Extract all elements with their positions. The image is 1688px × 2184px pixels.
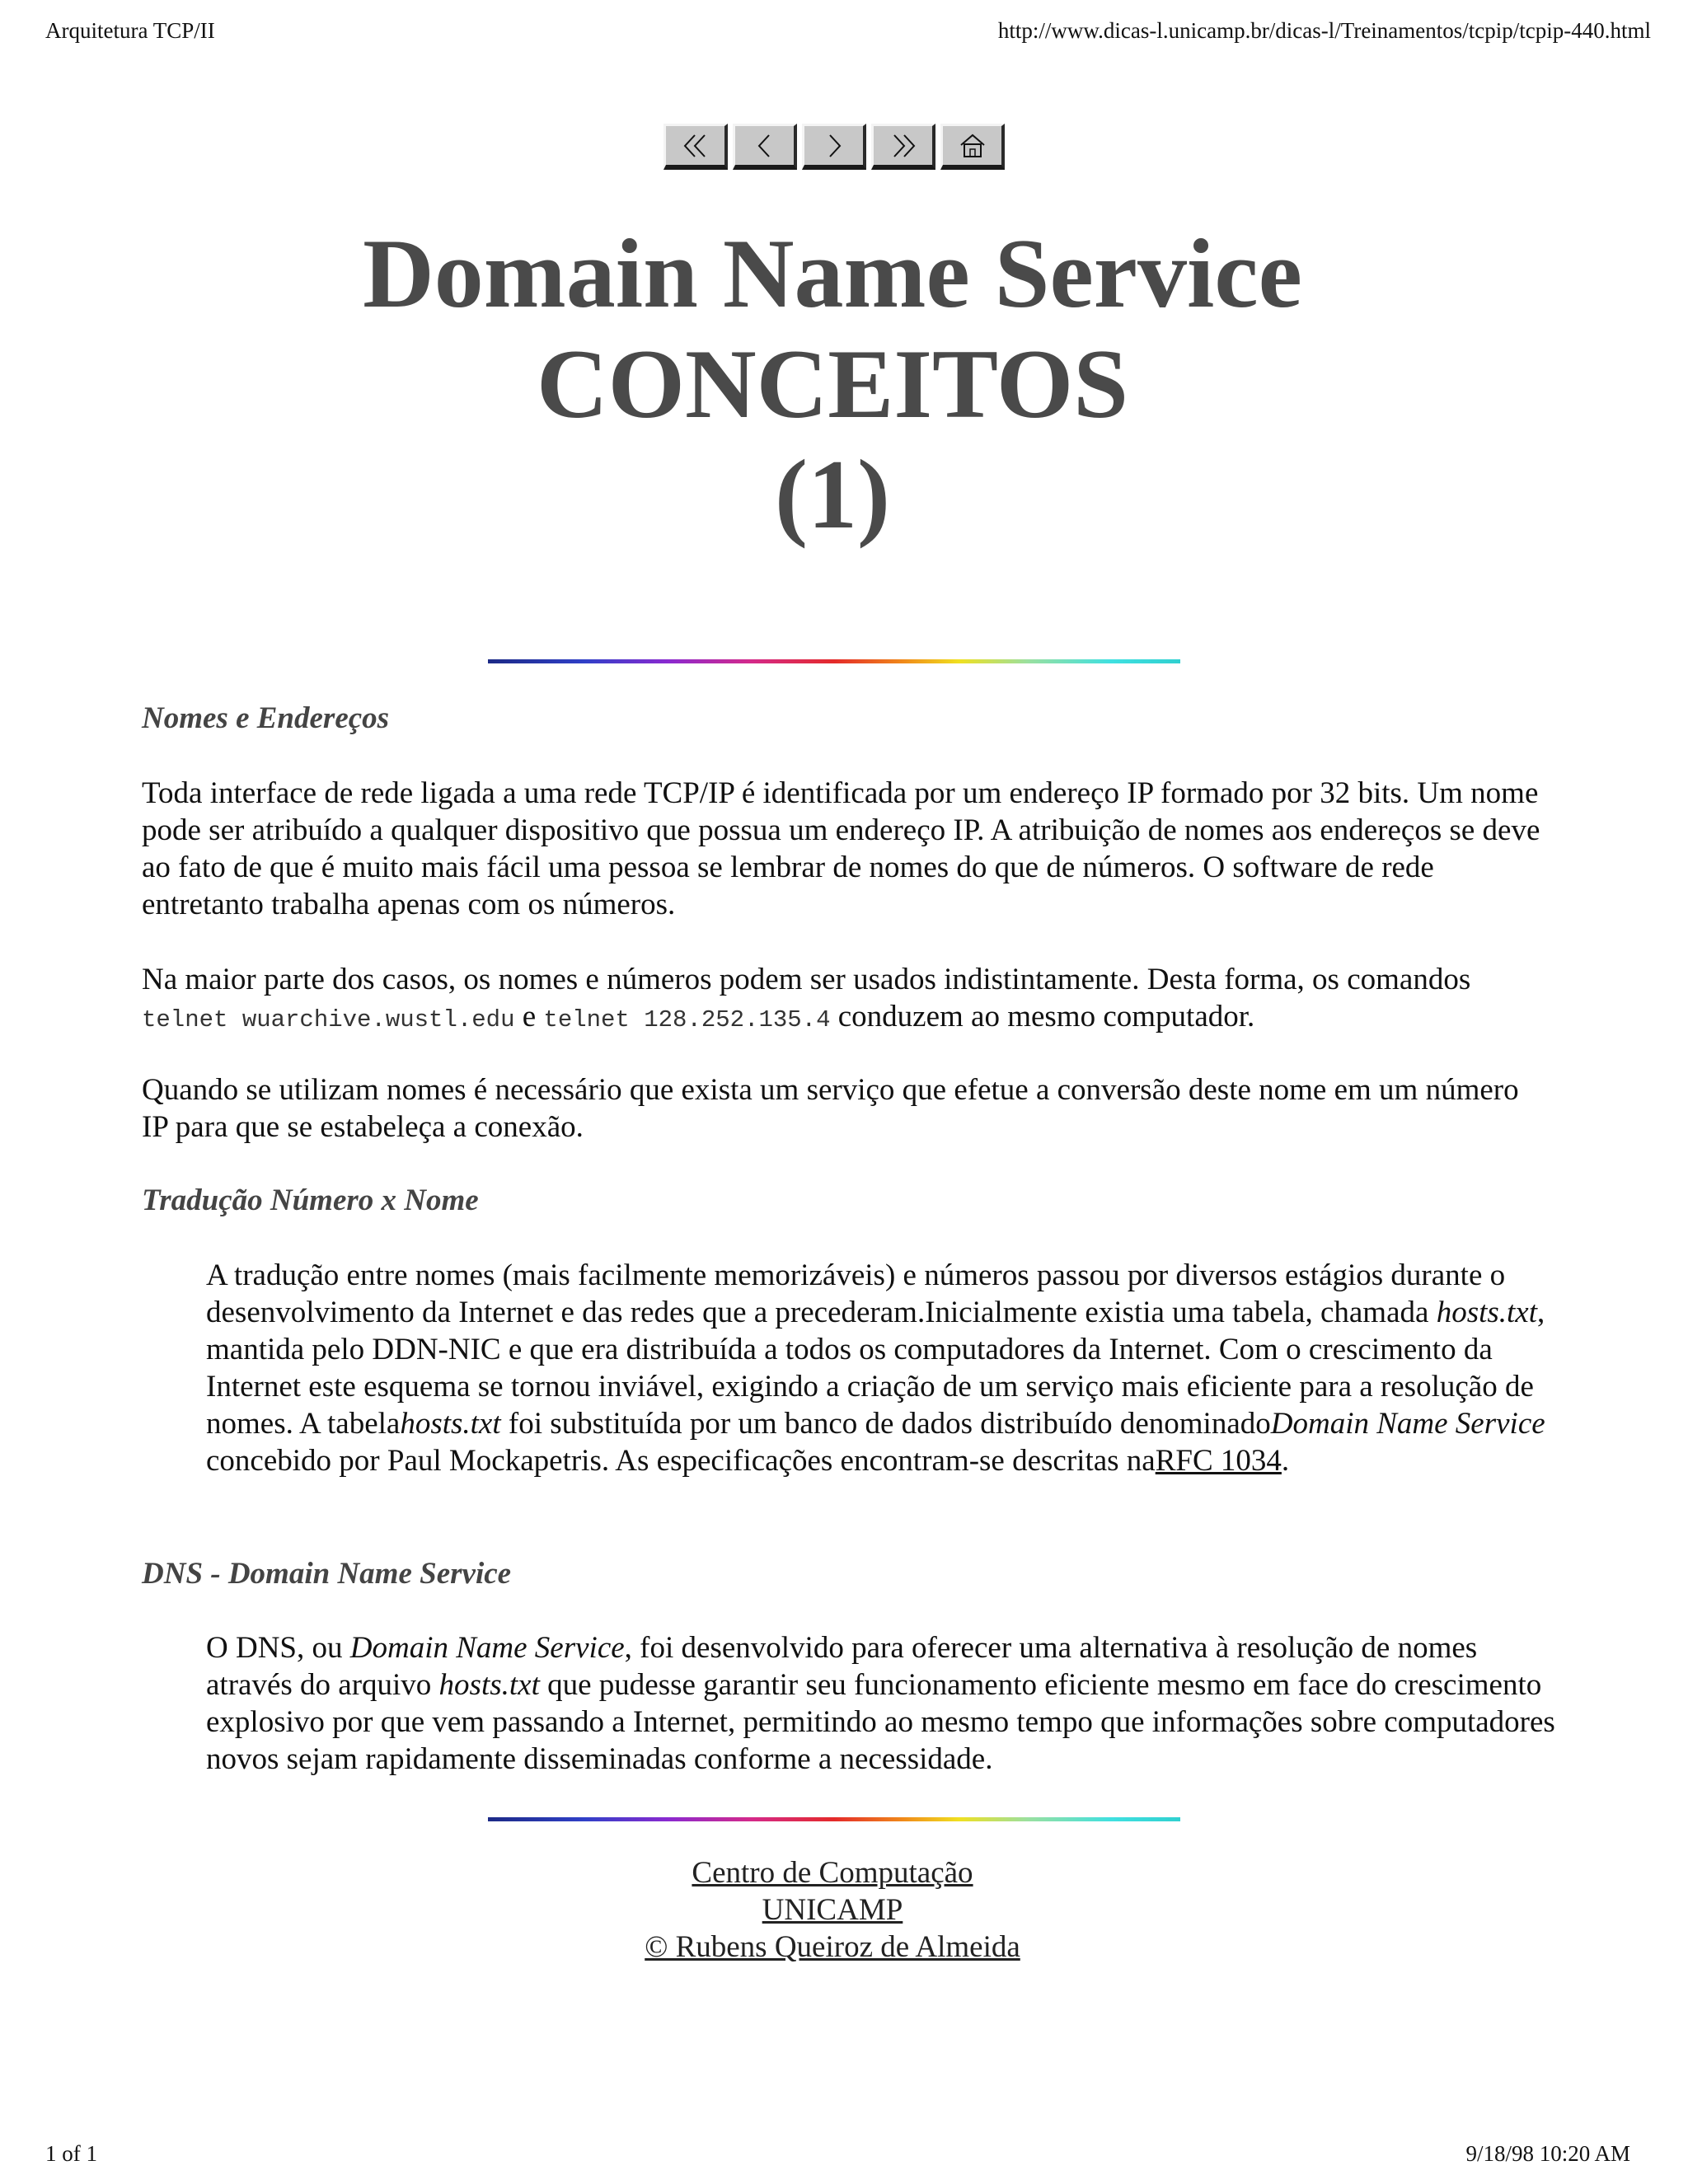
text: Na maior parte dos casos, os nomes e números podem ser usados indistintamente. Desta forma, os comandos: [142, 963, 1471, 996]
text: e: [514, 1000, 544, 1033]
paragraph-traducao: [206, 1257, 1558, 1479]
rfc-1034-link[interactable]: RFC 1034: [1155, 1444, 1282, 1478]
italic-term: Domain Name Service: [349, 1631, 625, 1665]
text: A tradução entre nomes (mais facilmente memorizáveis) e números passou por diversos estágios durante o desenvolvimento da Internet e das redes que a precederam.Inicialmente existia uma tabela, chamada: [206, 1258, 1506, 1329]
next-page-button[interactable]: [802, 124, 866, 170]
text: conduzem ao mesmo computador.: [830, 1000, 1255, 1033]
italic-term: hosts.txt: [400, 1407, 501, 1441]
next-page-icon: [815, 132, 853, 160]
first-page-icon: [677, 132, 715, 160]
print-footer-page: 1 of 1: [45, 2141, 97, 2166]
title-line-2: CONCEITOS: [536, 329, 1128, 438]
title-line-3: (1): [775, 439, 890, 549]
text: concebido por Paul Mockapetris. As especificações encontram-se descritas na: [206, 1444, 1156, 1478]
text: foi substituída por um banco de dados distribuído denominado: [500, 1407, 1271, 1441]
centro-computacao-link[interactable]: Centro de Computação: [692, 1856, 973, 1890]
author-link[interactable]: © Rubens Queiroz de Almeida: [645, 1930, 1020, 1964]
italic-term: Domain Name Service: [1270, 1407, 1545, 1441]
last-page-button[interactable]: [871, 124, 935, 170]
text: , mantida pelo DDN-NIC e que era distribuída a todos os computadores da Internet. Com o crescimento da Internet este esquema se tornou inviável, exigindo a criação de um serviço mais eficiente para a resolução de nomes. A tabela: [206, 1296, 1545, 1441]
paragraph-nomes-3: Quando se utilizam nomes é necessário que exista um serviço que efetue a conversão deste nome em um número IP para que se estabeleça a conexão.: [142, 1073, 1519, 1144]
home-icon: [954, 132, 992, 160]
print-header-url: http://www.dicas-l.unicamp.br/dicas-l/Treinamentos/tcpip/tcpip-440.html: [997, 18, 1651, 43]
rainbow-divider-top: [488, 659, 1180, 663]
page-title: [0, 218, 1665, 550]
text: .: [1281, 1444, 1290, 1478]
first-page-button[interactable]: [663, 124, 728, 170]
text: , foi desenvolvido para oferecer uma alternativa à resolução de nomes através do arquivo: [206, 1631, 1478, 1702]
section-heading-traducao: Tradução Número x Nome: [142, 1183, 479, 1217]
credits-block: [0, 1854, 1665, 1966]
unicamp-link[interactable]: UNICAMP: [762, 1893, 903, 1927]
print-header-title: Arquitetura TCP/II: [45, 18, 215, 43]
italic-term: hosts.txt: [1436, 1296, 1537, 1329]
last-page-icon: [884, 132, 922, 160]
text: O DNS, ou: [206, 1631, 350, 1665]
title-line-1: Domain Name Service: [363, 218, 1302, 328]
text: que pudesse garantir seu funcionamento eficiente mesmo em face do crescimento explosivo por que vem passando a Internet, permitindo ao mesmo tempo que informações sobre computadores novos sejam rapidamente disseminadas conforme a necessidade.: [206, 1668, 1555, 1776]
navigation-bar: [663, 124, 1005, 170]
rainbow-divider-bottom: [488, 1817, 1180, 1821]
paragraph-dns: [206, 1629, 1558, 1778]
paragraph-nomes-2: [142, 961, 1543, 1038]
previous-page-icon: [746, 132, 784, 160]
paragraph-nomes-1: Toda interface de rede ligada a uma rede TCP/IP é identificada por um endereço IP formado por 32 bits. Um nome pode ser atribuído a qualquer dispositivo que possua um endereço IP. A atribuição de nomes aos endereços se deve ao fato de que é muito mais fácil uma pessoa se lembrar de nomes do que de números. O software de rede entretanto trabalha apenas com os números.: [142, 776, 1540, 921]
section-heading-nomes: Nomes e Endereços: [142, 701, 390, 735]
italic-term: hosts.txt: [438, 1668, 540, 1702]
code-telnet-hostname: telnet wuarchive.wustl.edu: [142, 1006, 515, 1033]
home-button[interactable]: [940, 124, 1005, 170]
print-footer-date: 9/18/98 10:20 AM: [1465, 2141, 1630, 2166]
code-telnet-ip: telnet 128.252.135.4: [543, 1006, 831, 1033]
previous-page-button[interactable]: [733, 124, 797, 170]
section-heading-dns: DNS - Domain Name Service: [142, 1557, 512, 1591]
